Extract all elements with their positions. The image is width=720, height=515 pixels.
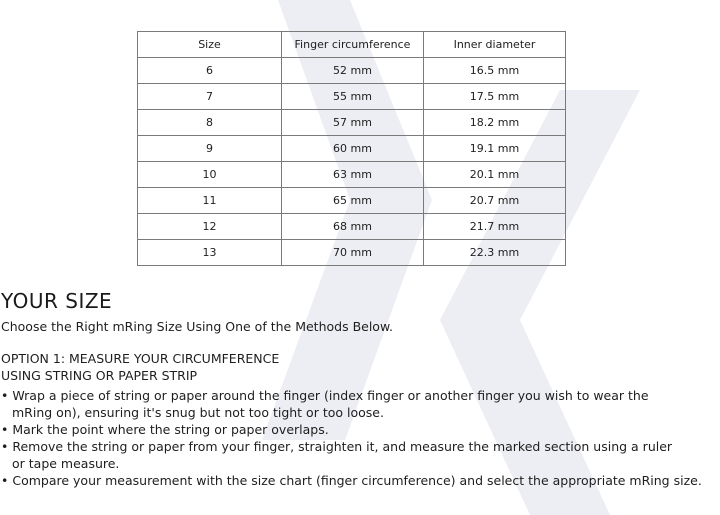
step-text: • Remove the string or paper from your finger, straighten it, and measure the marked section using a ruler [1, 439, 673, 454]
steps-list [1, 387, 720, 489]
diameter-cell: 18.2 mm [424, 110, 566, 136]
size-cell: 12 [138, 214, 282, 240]
option-title [1, 350, 279, 384]
size-cell: 7 [138, 84, 282, 110]
table-row [138, 240, 566, 266]
table-row [138, 136, 566, 162]
circumference-cell: 68 mm [282, 214, 424, 240]
list-item [1, 438, 720, 472]
header-finger-circumference: Finger circumference [282, 32, 424, 58]
circumference-cell: 57 mm [282, 110, 424, 136]
step-text: • Mark the point where the string or paper overlaps. [1, 422, 329, 437]
step-continuation: mRing on), ensuring it's snug but not too tight or too loose. [12, 405, 384, 420]
option-title-line2: USING STRING OR PAPER STRIP [1, 368, 198, 383]
diameter-cell: 22.3 mm [424, 240, 566, 266]
table-header-row [138, 32, 566, 58]
list-item [1, 421, 720, 438]
diameter-cell: 20.7 mm [424, 188, 566, 214]
size-cell: 6 [138, 58, 282, 84]
table-row [138, 214, 566, 240]
size-chart-table [137, 31, 566, 266]
circumference-cell: 52 mm [282, 58, 424, 84]
table-row [138, 110, 566, 136]
header-inner-diameter: Inner diameter [424, 32, 566, 58]
intro-text: Choose the Right mRing Size Using One of the Methods Below. [1, 319, 393, 334]
table-row [138, 162, 566, 188]
step-continuation: or tape measure. [12, 456, 120, 471]
size-cell: 8 [138, 110, 282, 136]
diameter-cell: 21.7 mm [424, 214, 566, 240]
list-item [1, 387, 720, 421]
circumference-cell: 63 mm [282, 162, 424, 188]
circumference-cell: 55 mm [282, 84, 424, 110]
size-cell: 9 [138, 136, 282, 162]
step-text: • Wrap a piece of string or paper around the finger (index finger or another finger you wish to wear the [1, 388, 649, 403]
table-row [138, 84, 566, 110]
diameter-cell: 20.1 mm [424, 162, 566, 188]
size-cell: 11 [138, 188, 282, 214]
list-item [1, 472, 720, 489]
diameter-cell: 17.5 mm [424, 84, 566, 110]
table-row [138, 58, 566, 84]
circumference-cell: 70 mm [282, 240, 424, 266]
table-row [138, 188, 566, 214]
header-size: Size [138, 32, 282, 58]
page-title: YOUR SIZE [1, 289, 113, 313]
circumference-cell: 65 mm [282, 188, 424, 214]
option-title-line1: OPTION 1: MEASURE YOUR CIRCUMFERENCE [1, 351, 280, 366]
diameter-cell: 19.1 mm [424, 136, 566, 162]
size-cell: 13 [138, 240, 282, 266]
circumference-cell: 60 mm [282, 136, 424, 162]
diameter-cell: 16.5 mm [424, 58, 566, 84]
size-cell: 10 [138, 162, 282, 188]
step-text: • Compare your measurement with the size chart (finger circumference) and select the appropriate mRing size. [1, 473, 702, 488]
